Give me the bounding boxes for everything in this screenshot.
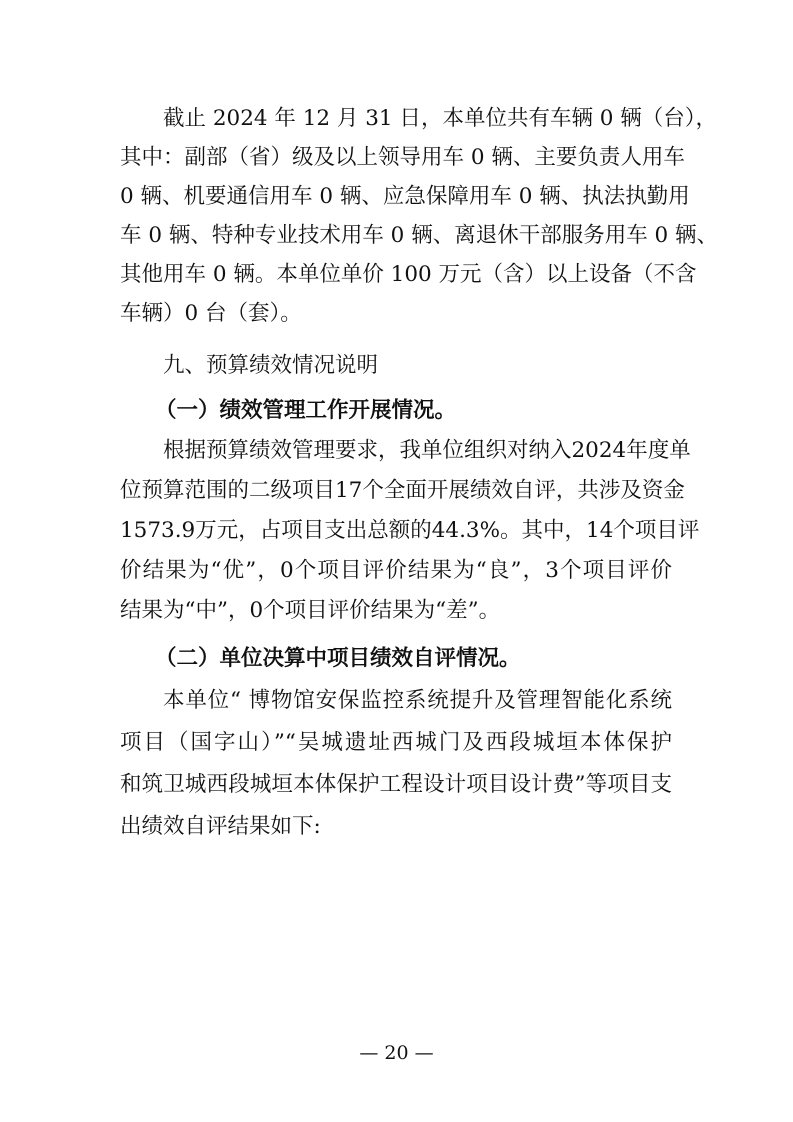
paragraph-line: 其中：副部（省）级及以上领导用车 0 辆、主要负责人用车 xyxy=(120,145,685,170)
paragraph-line: 根据预算绩效管理要求，我单位组织对纳入2024年度单 xyxy=(163,438,691,463)
paragraph-line: 位预算范围的二级项目17个全面开展绩效自评，共涉及资金 xyxy=(120,478,685,503)
sub-heading: （二）单位决算中项目绩效自评情况。 xyxy=(155,646,521,671)
sub-heading: （一）绩效管理工作开展情况。 xyxy=(155,398,457,423)
paragraph-line: 0 辆、机要通信用车 0 辆、应急保障用车 0 辆、执法执勤用 xyxy=(120,184,690,209)
paragraph-line: 1573.9万元，占项目支出总额的44.3%。其中，14个项目评 xyxy=(120,518,700,543)
paragraph-line: 车 0 辆、特种专业技术用车 0 辆、离退休干部服务用车 0 辆、 xyxy=(120,223,719,248)
paragraph-line: 截止 2024 年 12 月 31 日，本单位共有车辆 0 辆（台）， xyxy=(163,106,718,131)
paragraph-line: 结果为“中”，0个项目评价结果为“差”。 xyxy=(120,598,501,623)
paragraph-line: 车辆）0 台（套）。 xyxy=(120,301,302,326)
paragraph-line: 出绩效自评结果如下: xyxy=(120,814,321,839)
section-heading: 九、预算绩效情况说明 xyxy=(163,353,379,378)
paragraph-line: 和筑卫城西段城垣本体保护工程设计项目设计费”等项目支 xyxy=(120,772,672,797)
page-number: — 20 — xyxy=(359,1042,434,1064)
paragraph-line: 其他用车 0 辆。本单位单价 100 万元（含）以上设备（不含 xyxy=(120,262,697,287)
paragraph-line: 本单位“ 博物馆安保监控系统提升及管理智能化系统 xyxy=(163,688,672,713)
paragraph-line: 价结果为“优”，0个项目评价结果为“良”，3个项目评价 xyxy=(120,558,672,583)
paragraph-line: 项目（国字山）”“吴城遗址西城门及西段城垣本体保护 xyxy=(120,730,672,755)
